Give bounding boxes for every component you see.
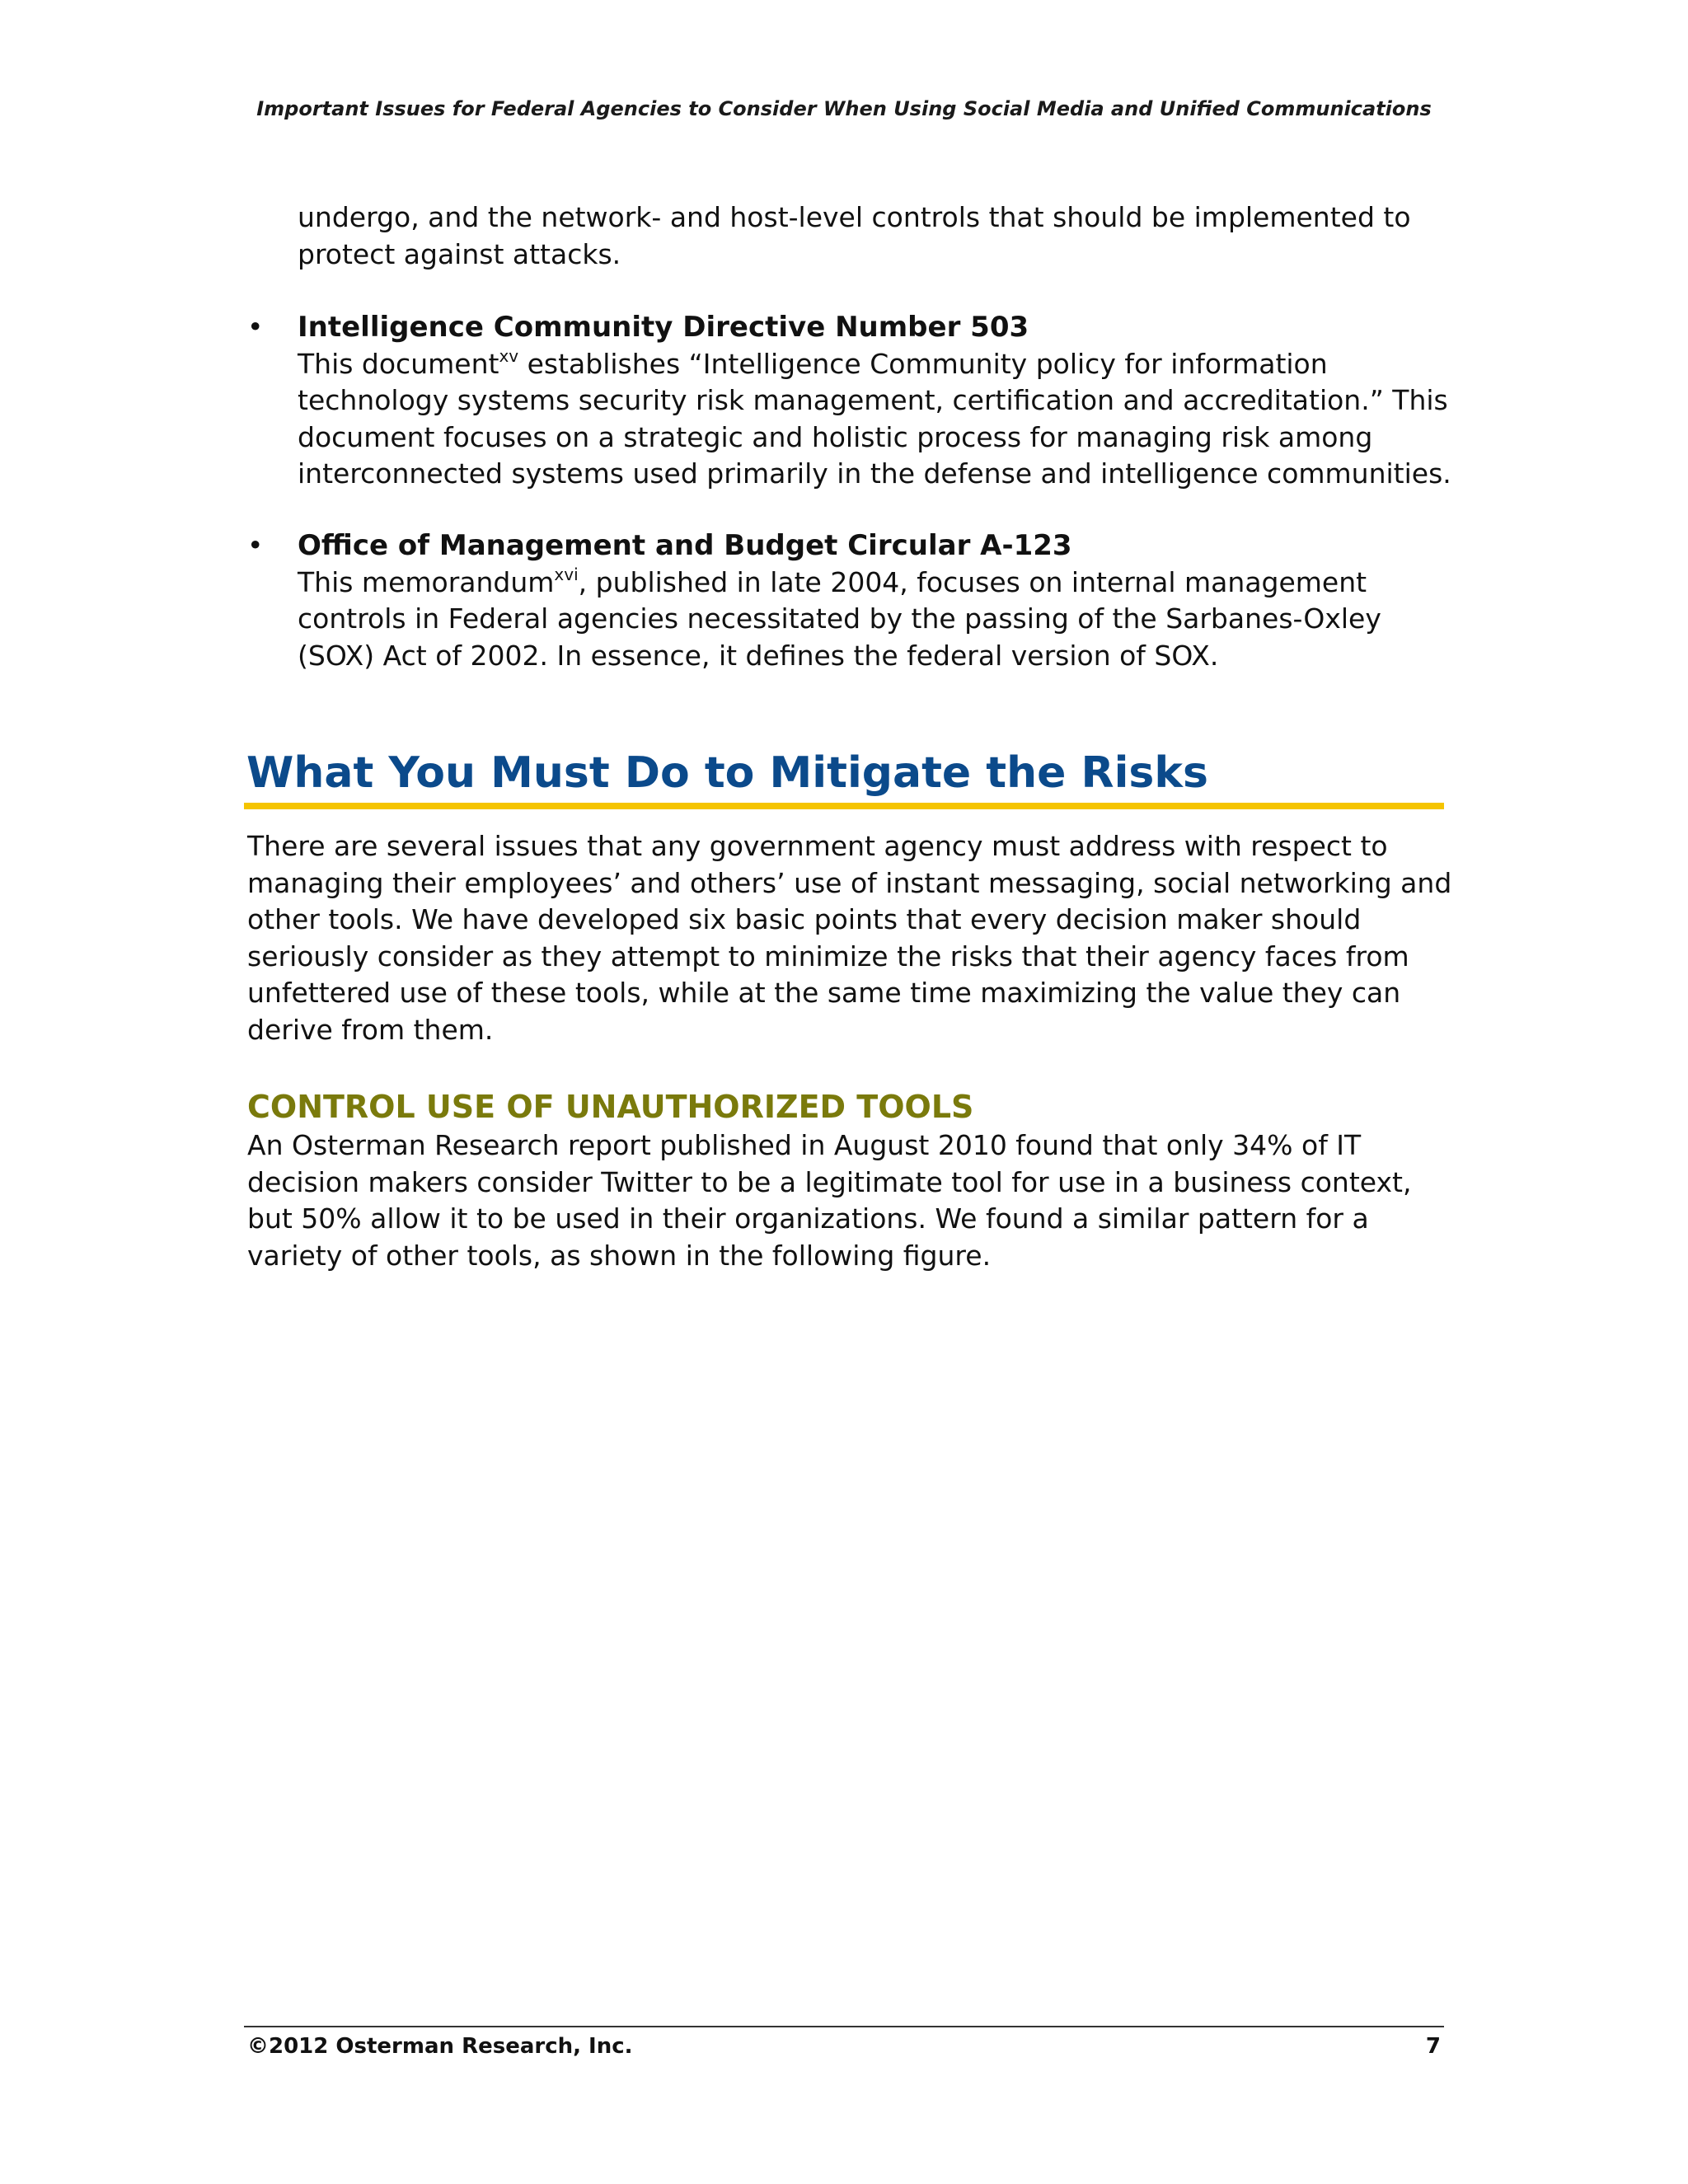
bullet-marker: • bbox=[247, 311, 264, 343]
text-line: decision makers consider Twitter to be a legitimate tool for use in a business context, bbox=[247, 1165, 1412, 1198]
text-line: variety of other tools, as shown in the following figure. bbox=[247, 1239, 992, 1272]
text-line: unfettered use of these tools, while at the same time maximizing the value they can bbox=[247, 977, 1401, 1009]
bullet-body bbox=[298, 309, 1451, 493]
text-line: derive from them. bbox=[247, 1013, 494, 1046]
text-run: This memorandum bbox=[298, 565, 555, 598]
footer-divider bbox=[244, 2026, 1444, 2027]
section-underline bbox=[244, 803, 1444, 809]
subsection-heading: CONTROL USE OF UNAUTHORIZED TOOLS bbox=[247, 1089, 974, 1125]
text-line bbox=[298, 565, 1451, 602]
text-line: An Osterman Research report published in August 2010 found that only 34% of IT bbox=[247, 1129, 1362, 1161]
section-paragraph bbox=[247, 828, 1451, 1048]
text-run: This document bbox=[298, 347, 499, 380]
continued-paragraph bbox=[298, 199, 1451, 273]
endnote-reference: xv bbox=[499, 345, 519, 366]
endnote-reference: xvi bbox=[554, 564, 579, 584]
text-line bbox=[298, 346, 1451, 383]
text-line: controls in Federal agencies necessitated by the passing of the Sarbanes-Oxley bbox=[298, 602, 1381, 635]
page-number: 7 bbox=[1425, 2034, 1441, 2059]
text-line: managing their employees’ and others’ use of instant messaging, social networking and bbox=[247, 866, 1452, 899]
text-line: document focuses on a strategic and holistic process for managing risk among bbox=[298, 420, 1373, 453]
text-line: undergo, and the network- and host-level controls that should be implemented to bbox=[298, 201, 1411, 233]
text-run: , published in late 2004, focuses on internal management bbox=[578, 565, 1367, 598]
bullet-marker: • bbox=[247, 529, 264, 561]
text-line: (SOX) Act of 2002. In essence, it defines the federal version of SOX. bbox=[298, 639, 1219, 672]
running-header: Important Issues for Federal Agencies to Consider When Using Social Media and Unified Communications bbox=[256, 97, 1432, 120]
text-line: other tools. We have developed six basic points that every decision maker should bbox=[247, 903, 1362, 935]
text-line: There are several issues that any government agency must address with respect to bbox=[247, 830, 1388, 862]
bullet-title: Office of Management and Budget Circular A-123 bbox=[298, 529, 1072, 562]
text-line: interconnected systems used primarily in the defense and intelligence communities. bbox=[298, 457, 1451, 490]
subsection-paragraph bbox=[247, 1127, 1451, 1274]
text-line: seriously consider as they attempt to minimize the risks that their agency faces from bbox=[247, 940, 1409, 972]
section-heading: What You Must Do to Mitigate the Risks bbox=[246, 748, 1208, 798]
bullet-title: Intelligence Community Directive Number 503 bbox=[298, 311, 1029, 344]
text-line: but 50% allow it to be used in their organizations. We found a similar pattern for a bbox=[247, 1202, 1369, 1235]
text-line: protect against attacks. bbox=[298, 237, 621, 270]
text-run: establishes “Intelligence Community policy for information bbox=[518, 347, 1328, 380]
bullet-body bbox=[298, 527, 1451, 674]
text-line: technology systems security risk management, certification and accreditation.” This bbox=[298, 384, 1448, 416]
footer-copyright: ©2012 Osterman Research, Inc. bbox=[247, 2034, 633, 2059]
